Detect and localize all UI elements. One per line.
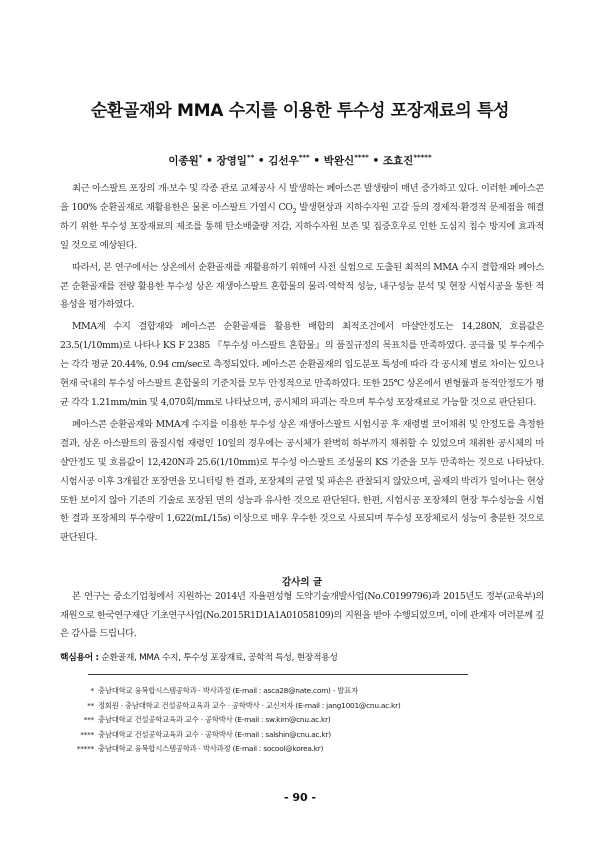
- author-name: 장영일**: [216, 153, 255, 167]
- footnote-text: 충남대학교 건설공학교육과 교수 · 공학박사 (E-mail : sw.kim@cnu.ac.kr): [98, 715, 331, 725]
- paper-title: 순환골재와 MMA 수지를 이용한 투수성 포장재료의 특성: [90, 101, 510, 121]
- author-separator: •: [254, 155, 269, 167]
- author-separator: •: [368, 155, 383, 167]
- body-paragraph: MMA계 수지 결합재와 폐아스콘 순환골재를 활용한 배합의 최적조건에서 마샬안정도는 14,280N, 흐름값은 23.5(1/10mm)로 나타나 KS F 2385 『투수성 아스팔트 혼합물』의 품질규정의 목표치를 만족하였다. 공극률 및 투수계수는 각각 평균 20.44%, 0.94 cm/sec로 측정되었다. 폐아스콘 순환골재의 입도분포 특성에 따라 각 공시체 별로 차이는 있으나 현재 국내의 투수성 아스팔트 혼합물의 기준치를 모두 안정적으로 만족하였다. 또한 25℃ 상온에서 변형률과 동적안정도가 평균 각각 1.21mm/min 및 4,070회/mm로 나타났으며, 공시체의 파괴는 작으며 투수성 포장재료로 가능할 것으로 판단된다.: [60, 321, 544, 408]
- footnote: [60, 684, 544, 699]
- author-affiliation-mark: **: [246, 153, 255, 162]
- keywords-line: [60, 650, 544, 663]
- footnote-mark: ****: [80, 729, 94, 739]
- footnote-text: 충남대학교 건설공학교육과 교수 · 공학박사 (E-mail : salshin@cnu.ac.kr): [98, 729, 331, 739]
- footnote-list: [60, 684, 544, 757]
- footnote-text: 충남대학교 융복합시스템공학과 · 박사과정 (E-mail : socool@korea.kr): [98, 744, 324, 754]
- footnote-mark: *****: [76, 744, 94, 754]
- keywords-value: 순환골재, MMA 수지, 투수성 포장재료, 공학적 특성, 현장적용성: [101, 653, 338, 663]
- footnote-mark: *: [90, 686, 94, 695]
- author-affiliation-mark: *****: [413, 153, 432, 162]
- author-affiliation-mark: ****: [354, 153, 369, 162]
- author-affiliation-mark: *: [198, 153, 203, 162]
- page-number: - 90 -: [283, 791, 317, 804]
- author-affiliation-mark: ***: [298, 153, 310, 162]
- author-name: 김선우***: [268, 153, 310, 167]
- footnote-mark: ***: [83, 715, 94, 725]
- footnote: [60, 699, 544, 714]
- footnote-divider: [88, 674, 468, 675]
- author-name: 조효진*****: [382, 153, 432, 167]
- body-paragraph: 폐아스콘 순환골재와 MMA계 수지를 이용한 투수성 상온 재생아스팔트 시험시공 후 재령별 코어채취 및 안정도를 측정한 결과, 상온 아스팔트의 품질시험 재령인 10일의 경우에는 공시체가 완벽히 하부까지 채취할 수 있었으며 채취한 공시체의 마샬안정도 및 흐름값이 12,420N과 25.6(1/10mm)로 투수성 아스팔트 조성물의 KS 기준을 모두 만족하는 것으로 나타났다. 시험시공 이후 3개월간 포장면을 모니터링 한 결과, 포장체의 균열 및 파손은 관찰되지 않았으며, 골재의 박리가 일어나는 현상 또한 보이지 않아 기존의 기술로 포장된 면의 성능과 유사한 것으로 판단된다. 한편, 시험시공 포장체의 현장 투수성능을 시험한 결과 포장체의 투수량이 1,622(mL/15s) 이상으로 매우 우수한 것으로 사료되며 투수성 포장체로서 성능이 충분한 것으로 판단된다.: [60, 418, 544, 544]
- author-separator: •: [309, 155, 324, 167]
- author-name: 박완신****: [323, 153, 369, 167]
- author-name: 이종원*: [168, 153, 203, 167]
- author-list: [40, 153, 560, 168]
- footnote: [60, 728, 544, 743]
- body-paragraph: 최근 아스팔트 포장의 개·보수 및 각종 관로 교체공사 시 발생하는 폐아스콘 발생량이 매년 증가하고 있다. 이러한 폐아스콘을 100% 순환골재로 재활용한은 물론 아스팔트 가열시 $CO_2$ 발생현상과 지하수자원 고갈 등의 경제적·환경적 문제점을 해결하기 위한 투수성 포장재료의 제조를 통해 탄소배출량 저감, 지하수자원 보존 및 집중호우로 인한 도심지 침수 방지에 효과적일 것으로 예상된다.: [60, 183, 544, 251]
- footnote: [60, 713, 544, 728]
- author-separator: •: [202, 155, 217, 167]
- footnote-text: 정회원 · 충남대학교 건설공학교육과 교수 · 공학박사 · 교신저자 (E-mail : jang1001@cnu.ac.kr): [98, 700, 401, 710]
- body-paragraph: 따라서, 본 연구에서는 상온에서 순환골재를 재활용하기 위해여 사전 실험으로 도출된 최적의 MMA 수지 결합재와 폐아스콘 순환골재를 전량 활용한 투수성 상온 재생아스팔트 혼합물의 물리·역학적 성능, 내구성능 분석 및 현장 시험시공을 통한 적용성을 평가하였다.: [60, 261, 544, 311]
- footnote-mark: **: [87, 700, 94, 710]
- abstract-body: [60, 180, 544, 551]
- acknowledgment-title: 감사의 글: [281, 577, 322, 588]
- subscript: 2: [292, 206, 297, 215]
- acknowledgment-text: 본 연구는 중소기업청에서 지원하는 2014년 자율편성형 도약기술개발사업(No.C0199796)과 2015년도 정부(교육부)의 재원으로 한국연구재단 기초연구사업(No.2015R1D1A1A01058109)의 지원을 받아 수행되었으며, 이에 관계자 여러분께 깊은 감사를 드립니다.: [60, 591, 544, 639]
- footnote-text: 충남대학교 융복합시스템공학과 · 박사과정 (E-mail : asca28@nate.com) - 발표자: [98, 686, 358, 695]
- footnote: [60, 742, 544, 757]
- keywords-label: 핵심용어 :: [60, 653, 99, 663]
